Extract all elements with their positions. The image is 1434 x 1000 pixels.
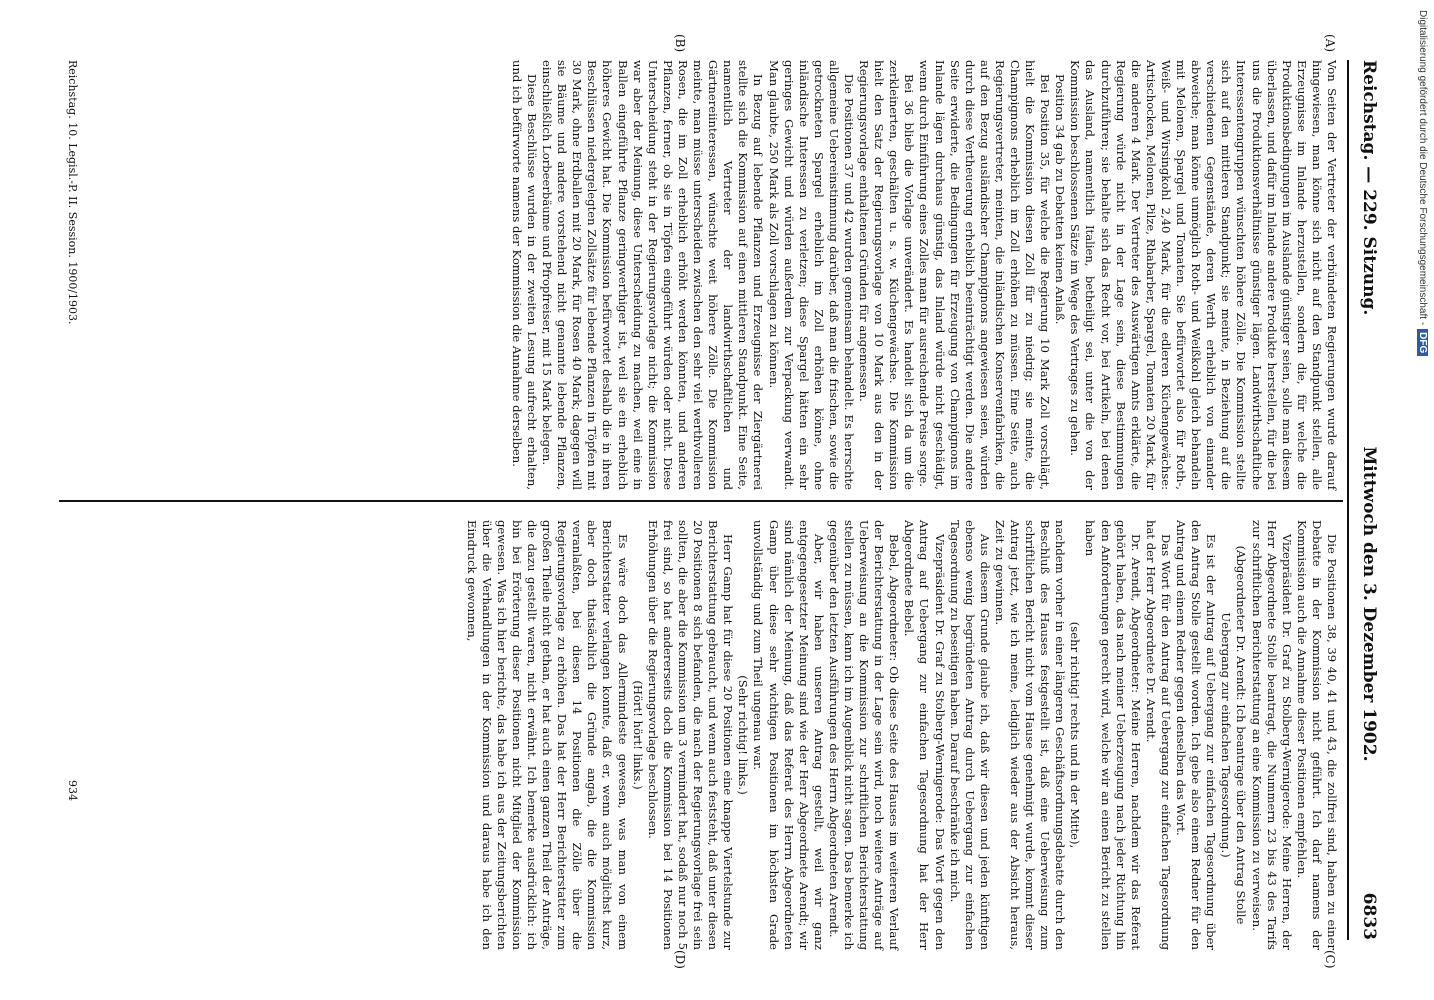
digitization-credit [1414,0,1434,1000]
paragraph: Vizepräsident Dr. Graf zu Stolberg-Wernigerode: Meine Herren, der Herr Abgeordnete Stolle beantragt, die Nummern 23 bis 43 des Tarifs zur schriftlichen Berichterstattung an eine Kommission zu verweisen. [1249,520,1294,950]
paragraph: Bebel, Abgeordneter: Ob diese Seite des Hauses im weiteren Verlauf der Berichterstattung in der Lage sein wird, noch weitere Anträge auf Ueberweisung an die Kommission zur schriftlichen Berichterstattung stellen zu müssen, kann ich im Augenblick nicht sagen. Das bemerke ich gegenüber den letzten Ausführungen des Herrn Abgeordneten Arendt. [826,520,902,950]
paragraph: Bei Position 35, für welche die Regierung 10 Mark Zoll vorschlägt, hielt die Kommission diesen Zoll für zu niedrig; sie meinte, die Champignons erheblich im Zoll erhöhen zu müssen. Eine Seite, auch Regierungsvertreter, meinten, die inländischen Konservenfabriken, die auf den Bezug ausländischer Champignons angewiesen seien, würden durch diese Vertheuerung erheblich beeinträchtigt werden. Die andere Seite erwiderte, die Bedingungen für Erzeugung von Champignons im Inlande lägen durchaus günstig, das Inland würde nicht geschädigt, wenn durch Einführung eines Zolles man für ausreichende Preise sorge. [917,60,1053,490]
header-page-number: 6833 [1359,892,1379,940]
footer-page-number: 934 [66,780,79,801]
interjection: (Abgeordneter Dr. Arendt: Ich beantrage über den Antrag Stolle Uebergang zur einfachen Tagesordnung.) [1219,545,1249,925]
interjection: (Hört! hört! links.) [630,680,645,790]
margin-mark-c: (C) [1323,950,1337,969]
document-page [47,20,1387,980]
dfg-logo: DFG [1417,329,1428,356]
margin-mark-b: (B) [673,34,687,53]
interjection: (Sehr richtig! links.) [736,675,751,795]
paragraph: Von Seiten der Vertreter der verbündeten Regierungen wurde darauf hingewiesen, man könne sich nicht auf den Standpunkt stellen, alle Erzeugnisse im Inlande herzustellen, sondern die, für welche die Produktionsbedingungen im Auslande günstiger seien, solle man diesem überlassen, und dafür im Inlande andere Produkte herstellen, für die bei uns die Produktionsverhältnisse günstiger lägen. Landwirthschaftliche Interessentengruppen wünschten höhere Zölle. Die Kommission stellte sich auf den mittleren Standpunkt; sie meinte, in Beziehung auf die verschiedenen Gegenstände, deren Werth erheblich von einander abweiche; man könne unmöglich Roth- und Weißkohl gleich behandeln mit Melonen, Spargel und Tomaten. Sie befürwortet also für Roth-, Weiß- und Wirsingkohl 2,40 Mark, für die edleren Küchengewächse: Artischocken, Melonen, Pilze, Rhabarber, Spargel, Tomaten 20 Mark, für die anderen 4 Mark. Der Vertreter des Auswärtigen Amts erklärte, die Regierung würde nicht in der Lage sein, diese Bestimmungen durchzuführen; sie behalte sich das Recht vor, bei Artikeln, bei denen das Ausland, namentlich Italien, betheiligt sei, unter die von der Kommission beschlossenen Sätze im Wege des Vertrages zu gehen. [1068,60,1339,490]
left-column [509,60,1339,490]
paragraph: Das Wort für den Antrag auf Uebergang zur einfachen Tagesordnung hat der Herr Abgeordnete Dr. Arendt. [1143,520,1173,950]
paragraph: Aus diesem Grunde glaube ich, daß wir diesen und jeden künftigen ebenso wenig begründeten Antrag durch Uebergang zur einfachen Tagesordnung zu beseitigen haben. Darauf beschränke ich mich. [947,520,992,950]
column-separator [59,500,1343,502]
paragraph: Es ist der Antrag auf Uebergang zur einfachen Tagesordnung über den Antrag Stolle gestellt worden. Ich gebe also einem Redner für den Antrag und einem Redner gegen denselben das Wort. [1174,520,1219,950]
paragraph: Vizepräsident Dr. Graf zu Stolberg-Wernigerode: Das Wort gegen den Antrag auf Uebergang zur einfachen Tagesordnung hat der Herr Abgeordnete Bebel. [902,520,947,950]
paragraph: Diese Beschlüsse wurden in der zweiten Lesung aufrecht erhalten, und ich befürworte namens der Kommission die Annahme derselben. [509,60,540,490]
page-header [1351,60,1387,940]
paragraph: Position 34 gab zu Debatten keinen Anlaß. [1053,74,1068,325]
page-footer: Reichstag. 10. Legisl.-P. II. Session. 1900/1903. [66,60,79,325]
paragraph: Es wäre doch das Allermindeste gewesen, was man von einem Berichterstatter verlangen konnte, daß er, wenn auch möglichst kurz, aber doch thatsächlich die Gründe angab, die die Kommission veranlaßten, bei diesen 14 Positionen die Zölle über die Regierungsvorlage zu erhöhen. Das hat der Herr Berichterstatter zum großen Theile nicht gethan, er hat auch einen ganzen Theil der Anträge, die dazu gestellt waren, nicht erwähnt. Ich bemerke ausdrücklich: ich bin bei Erörterung dieser Positionen nicht Mitglied der Kommission gewesen. Was ich hier berichte, das habe ich aus der Zeitungsberichten über die Verhandlungen in der Kommission und daraus habe ich den Eindruck gewonnen, [464,520,630,950]
margin-mark-d: (D) [673,950,687,969]
paragraph: Die Positionen 37 und 42 wurden gemeinsam behandelt. Es herrschte allgemeine Uebereinstimmung darüber, daß man die frischen, sowie die getrockneten Spargel erheblich im Zoll erhöhen könne, ohne inländische Interessen zu verletzen; diese Spargel hätten ein sehr geringes Gewicht und würden außerdem zur Verpackung verwandt. Man glaubte, 250 Mark als Zoll vorschlagen zu können. [766,60,856,490]
paragraph: Herr Gamp hat für diese 20 Positionen eine knappe Viertelstunde zur Berichterstattung gebraucht, und wenn auch feststeht, daß unter diesen 20 Positionen 8 sich befanden, die nach der Regierungsvorlage frei sein sollten, die aber die Kommission um 3 vermindert hat, sodaß nur noch 5 frei sind, so hat andererseits doch die Kommission bei 14 Positionen Erhöhungen über die Regierungsvorlage beschlossen. [645,520,736,950]
paragraph: nachdem vorher in einer längeren Geschäftsordnungsdebatte durch den Beschluß des Hauses festgestellt ist, daß eine Ueberweisung zum schriftlichen Bericht nicht vom Hause genehmigt wurde, kommt dieser Antrag jetzt, wie ich meine, lediglich wieder aus der Absicht heraus, Zeit zu gewinnen. [992,520,1068,950]
paragraph: Bei 36 blieb die Vorlage unverändert. Es handelt sich da um die zerkleinerten, geschälten u. s. w. Küchengewächse. Die Kommission hielt den Satz der Regierungsvorlage von 10 Mark aus den in der Regierungsvorlage enthaltenen Gründen für angemessen. [857,60,917,490]
credit-text: Digitalisierung gefördert durch die Deutsche Forschungsgemeinschaft - [1417,10,1428,326]
paragraph: Dr. Arendt, Abgeordneter: Meine Herren, nachdem wir das Referat gehört haben, das nach meiner Ueberzeugung nach jeder Richtung hin den Anforderungen gerecht wird, welche wir an einen Bericht zu stellen haben [1083,520,1143,950]
interjection: (sehr richtig! rechts und in der Mitte), [1068,621,1083,849]
header-center: Mittwoch den 3. Dezember 1902. [1359,446,1379,762]
paragraph: Aber, wir haben unseren Antrag gestellt, weil wir ganz entgegengesetzter Meinung sind wie der Herr Abgeordnete Arendt; wir sind nämlich der Meinung, daß das Referat des Herrn Abgeordneten Gamp über diese sehr wichtigen Positionen im höchsten Grade unvollständig und zum Theil ungenau war. [751,520,826,950]
header-left: Reichstag. — 229. Sitzung. [1359,60,1379,316]
right-column [464,520,1339,950]
header-rule [1347,60,1349,940]
paragraph: In Bezug auf lebende Pflanzen und Erzeugnisse der Ziergärtnerei stellte sich die Kommission auf einen mittleren Standpunkt. Eine Seite, namentlich Vertreter der landwirthschaftlichen und Gärtnereiinteressen, wünschte weit höhere Zölle. Die Kommission meinte, man müsse unterscheiden zwischen den sehr viel werthvolleren Rosen, die im Zoll erheblich erhöht werden könnten, und anderen Pflanzen, ferner, ob sie in Töpfen eingeführt würden oder nicht. Diese Unterscheidung steht in der Regierungsvorlage nicht; die Kommission war aber der Meinung, diese Unterscheidung zu machen, weil eine in Ballen eingeführte Pflanze geringwerthiger ist, weil sie ein erheblich höheres Gewicht hat. Die Kommission befürwortet deshalb die in ihren Beschlüssen niedergelegten Zollsätze für lebende Pflanzen in Töpfen mit 30 Mark, ohne Erdballen mit 20 Mark, für Rosen 40 Mark; dagegen will sie Bäume und andere vorstehend nicht genannte lebende Pflanzen, einschließlich Lorbeerbäume und Pfropfreiser, mit 15 Mark belegen. [540,60,766,490]
margin-mark-a: (A) [1323,34,1337,53]
paragraph: Die Positionen 38, 39 40, 41 und 43, die zollfrei sind, haben zu einer Debatte in der Kommission nicht geführt. Ich darf namens der Kommission auch die Annahme dieser Positionen empfehlen. [1294,520,1339,950]
